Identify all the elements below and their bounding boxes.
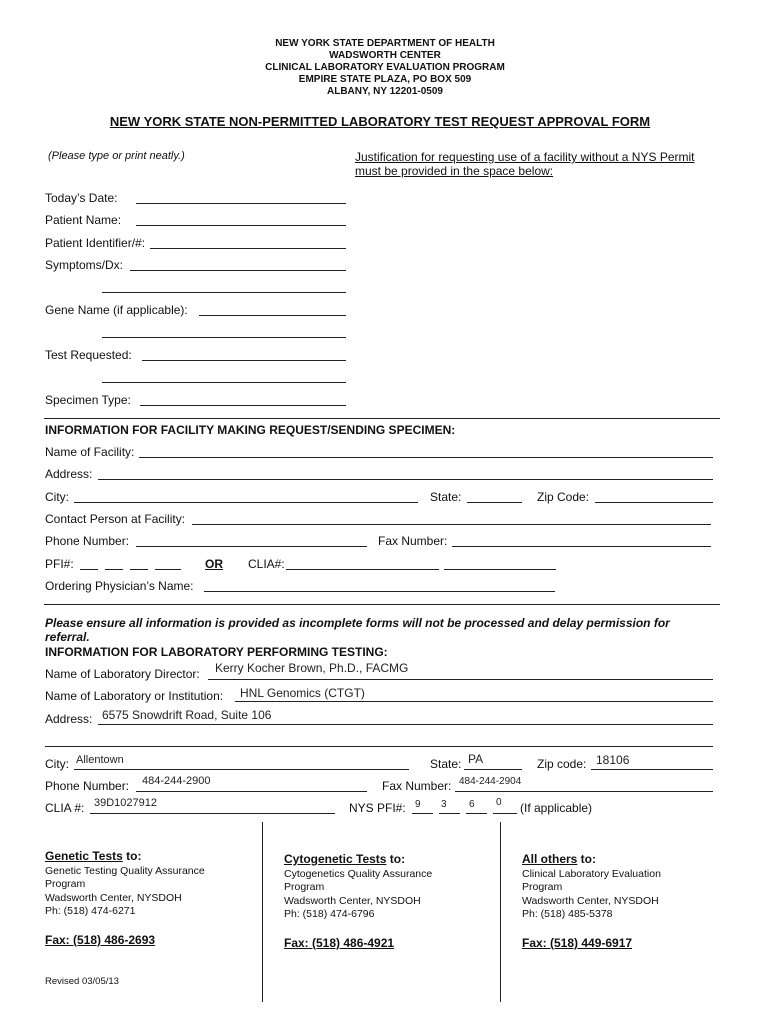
- contact-genetic-line-3: Wadsworth Center, NYSDOH: [45, 891, 182, 904]
- director-label: Name of Laboratory Director:: [45, 667, 200, 681]
- lab-fax-value: 484-244-2904: [459, 776, 522, 787]
- lab-address-value: 6575 Snowdrift Road, Suite 106: [102, 708, 272, 722]
- pfi-label: PFI#:: [45, 557, 74, 571]
- contact-cytogenetic-heading-suffix: to:: [386, 852, 406, 866]
- todays-date-field[interactable]: [136, 203, 346, 204]
- contact-cytogenetic-heading: Cytogenetic Tests: [284, 852, 387, 866]
- lab-fax-label: Fax Number:: [382, 779, 452, 793]
- lab-address-label: Address:: [45, 712, 93, 726]
- gene-name-field[interactable]: [199, 315, 346, 316]
- notice-line-2: referral.: [45, 630, 90, 644]
- lab-city-label: City:: [45, 757, 69, 771]
- institution-value: HNL Genomics (CTGT): [240, 686, 365, 700]
- lab-city-value: Allentown: [76, 754, 124, 766]
- contact-genetic-line-4: Ph: (518) 474-6271: [45, 905, 136, 917]
- contact-others-line-4: Ph: (518) 485-5378: [522, 908, 613, 920]
- lab-pfi-digit-3-value: 6: [469, 799, 475, 810]
- lab-pfi-digit-1-value: 9: [415, 799, 421, 810]
- lab-zip-label: Zip code:: [537, 757, 587, 771]
- contact-genetic-line-2: Program: [45, 878, 86, 890]
- clia-field-2[interactable]: [444, 569, 556, 570]
- contact-others-heading-suffix: to:: [577, 852, 596, 866]
- lab-clia-field[interactable]: [90, 813, 335, 814]
- facility-state-label: State:: [430, 490, 462, 504]
- lab-phone-field[interactable]: [136, 791, 367, 792]
- facility-phone-label: Phone Number:: [45, 534, 130, 548]
- todays-date-label: Today’s Date:: [45, 191, 118, 205]
- instructions: (Please type or print neatly.): [48, 150, 185, 162]
- specimen-type-field[interactable]: [140, 405, 346, 406]
- facility-heading: INFORMATION FOR FACILITY MAKING REQUEST/SENDING SPECIMEN:: [45, 423, 456, 437]
- form-title: NEW YORK STATE NON-PERMITTED LABORATORY TEST REQUEST APPROVAL FORM: [109, 114, 651, 129]
- contact-others-line-1: Clinical Laboratory Evaluation: [522, 867, 661, 880]
- header-line-3: CLINICAL LABORATORY EVALUATION PROGRAM: [265, 62, 505, 73]
- director-field[interactable]: [208, 679, 713, 680]
- lab-state-label: State:: [430, 757, 462, 771]
- facility-city-field[interactable]: [74, 502, 418, 503]
- contact-cytogenetic-line-4: Ph: (518) 474-6796: [284, 908, 375, 920]
- lab-state-field[interactable]: [464, 769, 522, 770]
- lab-fax-field[interactable]: [455, 791, 713, 792]
- facility-address-field[interactable]: [98, 479, 713, 480]
- lab-pfi-digit-2-value: 3: [441, 799, 447, 810]
- pfi-digit-4[interactable]: [155, 569, 181, 570]
- facility-state-field[interactable]: [467, 502, 522, 503]
- physician-label: Ordering Physician’s Name:: [45, 579, 194, 593]
- contact-person-label: Contact Person at Facility:: [45, 512, 186, 526]
- pfi-digit-3[interactable]: [130, 569, 148, 570]
- contact-others-heading: All others: [522, 852, 578, 866]
- test-requested-label: Test Requested:: [45, 348, 132, 362]
- patient-name-label: Patient Name:: [45, 213, 122, 227]
- contact-others-fax: Fax: (518) 449-6917: [522, 936, 633, 950]
- revised-date: Revised 03/05/13: [45, 976, 119, 987]
- contact-others-line-2: Program: [522, 881, 563, 893]
- contact-genetic-heading-suffix: to:: [122, 849, 142, 863]
- column-divider-1: [262, 822, 263, 1002]
- section-divider-2: [44, 604, 720, 605]
- facility-zip-field[interactable]: [595, 502, 713, 503]
- lab-phone-value: 484-244-2900: [142, 775, 211, 787]
- director-value: Kerry Kocher Brown, Ph.D., FACMG: [215, 661, 409, 675]
- contact-cytogenetic-fax: Fax: (518) 486-4921: [284, 936, 395, 950]
- header-line-2: WADSWORTH CENTER: [329, 50, 441, 61]
- lab-pfi-digit-4[interactable]: [493, 813, 517, 814]
- lab-address-field-2[interactable]: [45, 746, 713, 747]
- gene-name-field-2[interactable]: [102, 337, 346, 338]
- test-requested-field[interactable]: [142, 360, 346, 361]
- contact-genetic-heading: Genetic Tests: [45, 849, 123, 863]
- facility-name-field[interactable]: [139, 457, 713, 458]
- lab-state-value: PA: [468, 752, 484, 766]
- gene-name-label: Gene Name (if applicable):: [45, 303, 188, 317]
- contact-others-line-3: Wadsworth Center, NYSDOH: [522, 894, 659, 907]
- physician-field[interactable]: [204, 591, 555, 592]
- contact-genetic-line-1: Genetic Testing Quality Assurance: [45, 864, 205, 877]
- facility-city-label: City:: [45, 490, 69, 504]
- institution-label: Name of Laboratory or Institution:: [45, 689, 224, 703]
- pfi-digit-2[interactable]: [105, 569, 123, 570]
- patient-id-field[interactable]: [150, 248, 346, 249]
- clia-label: CLIA#:: [248, 557, 285, 571]
- lab-city-field[interactable]: [74, 769, 409, 770]
- contact-others: [522, 853, 661, 922]
- lab-pfi-digit-3[interactable]: [466, 813, 487, 814]
- facility-fax-field[interactable]: [452, 546, 711, 547]
- lab-zip-field[interactable]: [591, 769, 713, 770]
- contact-cytogenetic-line-3: Wadsworth Center, NYSDOH: [284, 894, 421, 907]
- facility-fax-label: Fax Number:: [378, 534, 448, 548]
- contact-genetic-fax: Fax: (518) 486-2693: [45, 933, 156, 947]
- lab-pfi-note: (If applicable): [520, 801, 593, 815]
- lab-pfi-label: NYS PFI#:: [349, 801, 406, 815]
- contact-genetic: [45, 850, 205, 919]
- column-divider-2: [500, 822, 501, 1002]
- lab-zip-value: 18106: [596, 753, 630, 767]
- header-line-5: ALBANY, NY 12201-0509: [327, 86, 443, 97]
- facility-name-label: Name of Facility:: [45, 445, 135, 459]
- lab-address-field[interactable]: [98, 724, 713, 725]
- symptoms-label: Symptoms/Dx:: [45, 258, 124, 272]
- facility-phone-field[interactable]: [136, 546, 367, 547]
- symptoms-field[interactable]: [130, 270, 346, 271]
- header-line-1: NEW YORK STATE DEPARTMENT OF HEALTH: [275, 38, 495, 49]
- or-label: OR: [205, 557, 223, 571]
- header-line-4: EMPIRE STATE PLAZA, PO BOX 509: [298, 74, 472, 85]
- lab-pfi-digit-1[interactable]: [412, 813, 433, 814]
- patient-name-field[interactable]: [136, 225, 346, 226]
- test-requested-field-2[interactable]: [102, 382, 346, 383]
- lab-phone-label: Phone Number:: [45, 779, 130, 793]
- pfi-digit-1[interactable]: [80, 569, 98, 570]
- notice-line-1: Please ensure all information is provided as incomplete forms will not be processed and delay permission for: [45, 616, 670, 630]
- contact-cytogenetic-line-1: Cytogenetics Quality Assurance: [284, 867, 433, 880]
- facility-zip-label: Zip Code:: [537, 490, 590, 504]
- patient-id-label: Patient Identifier/#:: [45, 236, 146, 250]
- symptoms-field-2[interactable]: [102, 292, 346, 293]
- facility-address-label: Address:: [45, 467, 93, 481]
- lab-clia-value: 39D1027912: [94, 797, 158, 809]
- lab-clia-label: CLIA #:: [45, 801, 85, 815]
- clia-field[interactable]: [286, 569, 439, 570]
- lab-pfi-digit-2[interactable]: [439, 813, 460, 814]
- justification-line-2: must be provided in the space below:: [355, 164, 554, 178]
- contact-person-field[interactable]: [192, 524, 711, 525]
- contact-cytogenetic: [284, 853, 432, 922]
- specimen-type-label: Specimen Type:: [45, 393, 131, 407]
- justification-line-1: Justification for requesting use of a facility without a NYS Permit: [355, 150, 695, 164]
- institution-field[interactable]: [235, 701, 713, 702]
- lab-heading: INFORMATION FOR LABORATORY PERFORMING TESTING:: [45, 645, 388, 659]
- section-divider-1: [44, 418, 720, 419]
- contact-cytogenetic-line-2: Program: [284, 881, 325, 893]
- lab-pfi-digit-4-value: 0: [496, 797, 502, 808]
